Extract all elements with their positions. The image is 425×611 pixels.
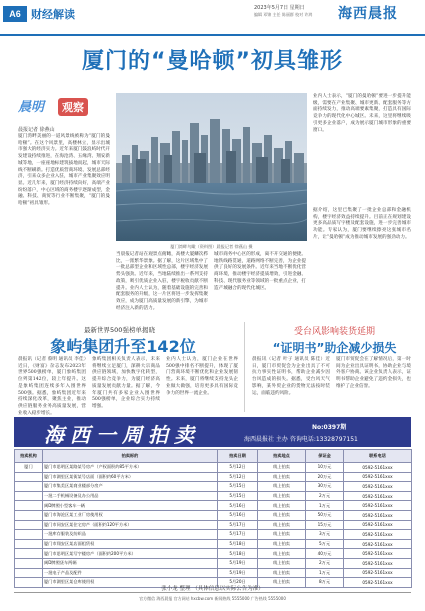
auction-table-cell: 2万元 bbox=[306, 491, 344, 501]
auction-table-cell bbox=[15, 520, 43, 530]
auction-table-cell: 5月12日 bbox=[218, 472, 258, 482]
story-right-headline: “证明书”助企减少损失 bbox=[272, 341, 397, 355]
auction-table-cell: 厦门市湖里区某仓库使用权 bbox=[43, 578, 218, 588]
photo-caption: 厦门湾畔鸟瞰（资料图）晨报记者 徐燕山 摄 bbox=[170, 244, 253, 249]
lead-byline: 晨报记者 徐燕山 bbox=[18, 127, 55, 133]
story-left-column-3: 业内人士认为，厦门企业在世界500强中排名不断提升，体现了厦门营商环境不断优化和企业发展韧性。未来，厦门将继续支持龙头企业做大做强，培育更多具有国际竞争力的世界一流企业。 bbox=[166, 357, 238, 396]
lead-story-column-1: 厦门湾畔美丽的一道风景线被称为“厦门的曼哈顿”。在这个风景里，高楼林立，显示出城市强大的经济实力。近年来厦门鼓浪屿时代开发建设持续推进，在海沧湾、五缘湾、翔安新城等地，一座座地标建筑拔地而起，城市天际线不断刷新。打造优质营商环境、发展总部经济，引来众多企业入驻，城市产业集聚效应明显。近几年来，厦门经济持续向好，高端产业纷纷落户，中心区域的商务楼宇逐渐成型，金融、科技、商贸等行业不断集聚，“厦门的曼哈顿”初具雏形。 bbox=[18, 134, 110, 207]
auction-table-cell: 0592-5161xxx bbox=[344, 568, 412, 578]
auction-table-cell: 5月19日 bbox=[218, 558, 258, 568]
auction-table-cell: 5万元 bbox=[306, 539, 344, 549]
story-right-kicker: 受台风影响装货延期 bbox=[293, 327, 375, 337]
auction-table-cell: 线上拍卖 bbox=[258, 510, 306, 520]
auction-table-cell bbox=[15, 510, 43, 520]
auction-table-cell: 5月12日 bbox=[218, 463, 258, 473]
header-cell: 拍卖机构 bbox=[15, 450, 43, 463]
column-divider bbox=[244, 322, 245, 412]
column-badge-part-b: 观察 bbox=[58, 98, 88, 116]
auction-table-cell bbox=[15, 501, 43, 511]
auction-table-cell: 厦门市同安区某住宅房产（面积约120平方米） bbox=[43, 520, 218, 530]
auction-table-row bbox=[15, 539, 412, 549]
auction-table bbox=[14, 449, 412, 588]
auction-table-row bbox=[15, 520, 412, 530]
auction-table-cell: 2万元 bbox=[306, 558, 344, 568]
auction-table-cell: 10万元 bbox=[306, 463, 344, 473]
story-left-column-2: 象屿集团相关负责人表示，未来将继续立足厦门，深耕大宗商品供应链领域，加快数字化转型，提升综合竞争力，为厦门经济高质量发展贡献力量。据了解，今年厦门共有多家企业入围世界500强榜单，企业综合实力持续增强。 bbox=[92, 357, 160, 409]
auction-table-row bbox=[15, 549, 412, 559]
auction-table-cell: 0592-5161xxx bbox=[344, 510, 412, 520]
auction-table-cell: 线上拍卖 bbox=[258, 482, 306, 492]
auction-table-cell: 5月19日 bbox=[218, 568, 258, 578]
auction-table-cell: 厦门市思明区某路某号房产（产权面积约85平方米） bbox=[43, 463, 218, 473]
auction-table-cell: 1万元 bbox=[306, 568, 344, 578]
auction-table-row bbox=[15, 501, 412, 511]
column-badge bbox=[18, 96, 110, 120]
auction-table-cell: 40万元 bbox=[306, 549, 344, 559]
auction-table-cell: 30万元 bbox=[306, 482, 344, 492]
auction-table-row bbox=[15, 568, 412, 578]
lead-story-column-2: 当晨报记者站在观景点俯瞰，高楼大厦鳞次栉比，一派繁华景象。据了解，这片区域集中了一批总部型企业和区域性总部，楼宇经济发展势头强劲。近年来，当地陆续推出一系列支持政策，吸引优质企业入驻，楼宇税收贡献不断提升。业内人士认为，随着基础设施的完善和配套服务的升级，这一片区将进一步发挥集聚效应，成为厦门高质量发展的新引擎，为城市经济注入新的活力。 bbox=[116, 252, 208, 311]
header-cell: 联系电话 bbox=[344, 450, 412, 463]
header-cell: 拍卖日期 bbox=[218, 450, 258, 463]
auction-table-cell: 线上拍卖 bbox=[258, 568, 306, 578]
auction-table-cell: 0592-5161xxx bbox=[344, 539, 412, 549]
auction-table-cell bbox=[15, 539, 43, 549]
story-left-column-1: 晨报讯（记者 蔡明 通讯员 李佳）近日，《财富》杂志发布2023年世界500强榜单，厦门象屿集团位列第142位，较上年提升。这是象屿集团连续多年入围世界500强。据悉，象屿集团近年来持续深化改革，聚焦主业，推动供应链服务业务高质量发展，营业收入稳步增长。 bbox=[18, 357, 86, 416]
lead-story-column-4: 业内人士表示，“厦门的曼哈顿”要进一步提升能级，需要在产业集聚、城市更新、配套服务等方面持续发力，推动高端要素集聚，打造具有国际竞争力的现代化中心城区。未来，这里将继续吸引更多企业落户，成为展示厦门城市形象的重要窗口。 bbox=[313, 94, 411, 133]
auction-table-cell: 厦门市集美区某商业楼部分房产 bbox=[43, 482, 218, 492]
auction-table-cell bbox=[15, 549, 43, 559]
auction-table-row bbox=[15, 558, 412, 568]
auction-table-cell: 0592-5161xxx bbox=[344, 482, 412, 492]
auction-table-cell: 0592-5161xxx bbox=[344, 520, 412, 530]
auction-organizer: 海西晨报社 主办 咨询电话:13328797151 bbox=[244, 436, 358, 443]
auction-table-cell: 厦门 bbox=[15, 463, 43, 473]
page-header bbox=[0, 0, 425, 36]
auction-table-cell: 厦门市翔安区某店面租赁权 bbox=[43, 539, 218, 549]
auction-table-row bbox=[15, 472, 412, 482]
auction-table-cell: 0592-5161xxx bbox=[344, 578, 412, 588]
auction-table-cell: 0592-5161xxx bbox=[344, 491, 412, 501]
auction-table-cell: 一批库存服装及纺织品 bbox=[43, 530, 218, 540]
auction-table-cell bbox=[15, 530, 43, 540]
auction-table-cell: 0592-5161xxx bbox=[344, 501, 412, 511]
auction-table-cell: 5月17日 bbox=[218, 530, 258, 540]
column-badge-part-a: 晨明 bbox=[18, 100, 45, 115]
auction-table-cell: 线上拍卖 bbox=[258, 520, 306, 530]
auction-table-row bbox=[15, 491, 412, 501]
auction-table-cell: 线上拍卖 bbox=[258, 549, 306, 559]
header-cell: 拍卖地点 bbox=[258, 450, 306, 463]
auction-table-cell: 线上拍卖 bbox=[258, 578, 306, 588]
auction-table-row bbox=[15, 482, 412, 492]
auction-table-cell bbox=[15, 472, 43, 482]
auction-table-cell: 5月20日 bbox=[218, 578, 258, 588]
auction-table-cell: 一批电子产品及配件 bbox=[43, 568, 218, 578]
story-left-kicker: 最新世界500强榜单揭晓 bbox=[84, 326, 155, 334]
auction-table-cell: 8万元 bbox=[306, 578, 344, 588]
lead-headline: 厦门的“曼哈顿”初具雏形 bbox=[82, 49, 343, 74]
auction-table-cell: 5月18日 bbox=[218, 539, 258, 549]
auction-table-cell bbox=[15, 482, 43, 492]
header-cell: 保证金 bbox=[306, 450, 344, 463]
auction-table-cell: 厦门市湖里区某街某号店面（面积约60平方米） bbox=[43, 472, 218, 482]
compiler-credit: 张小龙 整理 （具体信息以实际公告为准） bbox=[161, 586, 264, 592]
footer-contact-line: 官方微信 海西晨报 官方网站 hxcbw.com 新闻热线 5555000 广告热线 5555000 bbox=[139, 596, 286, 601]
auction-table-cell: 5月15日 bbox=[218, 482, 258, 492]
auction-table-cell bbox=[15, 568, 43, 578]
auction-table-cell: 15万元 bbox=[306, 520, 344, 530]
story-left-headline: 象屿集团升至142位 bbox=[50, 337, 196, 356]
auction-table-cell: 1万元 bbox=[306, 501, 344, 511]
auction-table-cell: 0592-5161xxx bbox=[344, 472, 412, 482]
auction-table-cell: 线上拍卖 bbox=[258, 472, 306, 482]
auction-table-cell: 5月16日 bbox=[218, 510, 258, 520]
auction-table-cell: 50万元 bbox=[306, 510, 344, 520]
auction-table-cell: 0592-5161xxx bbox=[344, 530, 412, 540]
auction-table-cell: 0592-5161xxx bbox=[344, 558, 412, 568]
skyline-photo bbox=[116, 93, 307, 241]
issue-date: 2023年5月7日 星期日 bbox=[254, 5, 305, 11]
auction-table-cell: 线上拍卖 bbox=[258, 491, 306, 501]
auction-issue-number: No:0397期 bbox=[312, 424, 347, 431]
auction-table-cell bbox=[15, 558, 43, 568]
auction-table-cell: 线上拍卖 bbox=[258, 558, 306, 568]
auction-table-cell: 线上拍卖 bbox=[258, 539, 306, 549]
footer-rule bbox=[14, 592, 411, 593]
auction-table-row bbox=[15, 510, 412, 520]
auction-table-cell: 5月15日 bbox=[218, 491, 258, 501]
story-right-column-2: 厦门市贸促会在了解情况后，第一时间为企业出具证明书，协助企业与境外客户协商。该企业负责人表示，证明书帮助企业避免了违约金损失，也维护了企业信誉。 bbox=[336, 357, 411, 389]
auction-table-cell: 0592-5161xxx bbox=[344, 463, 412, 473]
auction-title: 海西一周拍卖 bbox=[44, 423, 200, 447]
page-number-tag: A6 bbox=[3, 6, 27, 22]
section-title: 财经解读 bbox=[31, 8, 75, 21]
auction-table-header bbox=[15, 450, 412, 463]
auction-table-cell: 线上拍卖 bbox=[258, 501, 306, 511]
auction-table-cell: 闽D牌照货车两辆 bbox=[43, 558, 218, 568]
auction-table-cell: 一批二手机械设备及办公用品 bbox=[43, 491, 218, 501]
auction-table-row bbox=[15, 463, 412, 473]
lead-story-column-3: 城市商务中心区的形成，离不开交通的便捷。地铁线路贯通，道路网络不断完善，为企业提供了良好的发展条件。近年来当地不断优化营商环境，推动楼宇经济提质增效，引进金融、科技、现代服务业等领域的一批重点企业，打造产城融合的现代化城区。 bbox=[214, 252, 306, 291]
auction-banner bbox=[14, 417, 411, 447]
auction-table-cell: 5月17日 bbox=[218, 520, 258, 530]
header-cell: 拍卖标的 bbox=[43, 450, 218, 463]
issue-editors: 编辑 邓锦 主任 陈丽群 校对 许鸿 bbox=[254, 12, 313, 17]
auction-table-cell: 20万元 bbox=[306, 472, 344, 482]
auction-table-cell: 闽D牌照小型客车一辆 bbox=[43, 501, 218, 511]
auction-table-cell bbox=[15, 491, 43, 501]
auction-table-cell: 线上拍卖 bbox=[258, 530, 306, 540]
auction-table-cell: 厦门市思明区某写字楼房产（面积约200平方米） bbox=[43, 549, 218, 559]
auction-table-cell: 5月18日 bbox=[218, 549, 258, 559]
auction-table-cell: 3万元 bbox=[306, 530, 344, 540]
newspaper-masthead: 海西晨报 bbox=[338, 6, 398, 22]
lead-story-column-5: 据介绍，这里已集聚了一批企业总部和金融机构，楼宇经济效益持续提升。目前正在规划建设更多高品质写字楼及配套设施，进一步完善城市功能。专家认为，厦门要继续擦亮这张城市名片，让“曼哈顿”成为推动城市发展的强劲动力。 bbox=[313, 208, 411, 240]
auction-table-row bbox=[15, 530, 412, 540]
auction-table-cell: 线上拍卖 bbox=[258, 463, 306, 473]
auction-table-cell: 0592-5161xxx bbox=[344, 549, 412, 559]
story-right-column-1: 晨报讯（记者 叶子 通讯员 陈佳）近日，厦门市贸促会为企业出具了不可抗力事实性证明书，帮助企业减少因台风造成的损失。据悉，受台风天气影响，某外贸企业的货物无法按时装运，面临违约风险。 bbox=[252, 357, 330, 396]
auction-table-cell: 5月16日 bbox=[218, 501, 258, 511]
auction-table-cell: 厦门市海沧区某工业厂房使用权 bbox=[43, 510, 218, 520]
